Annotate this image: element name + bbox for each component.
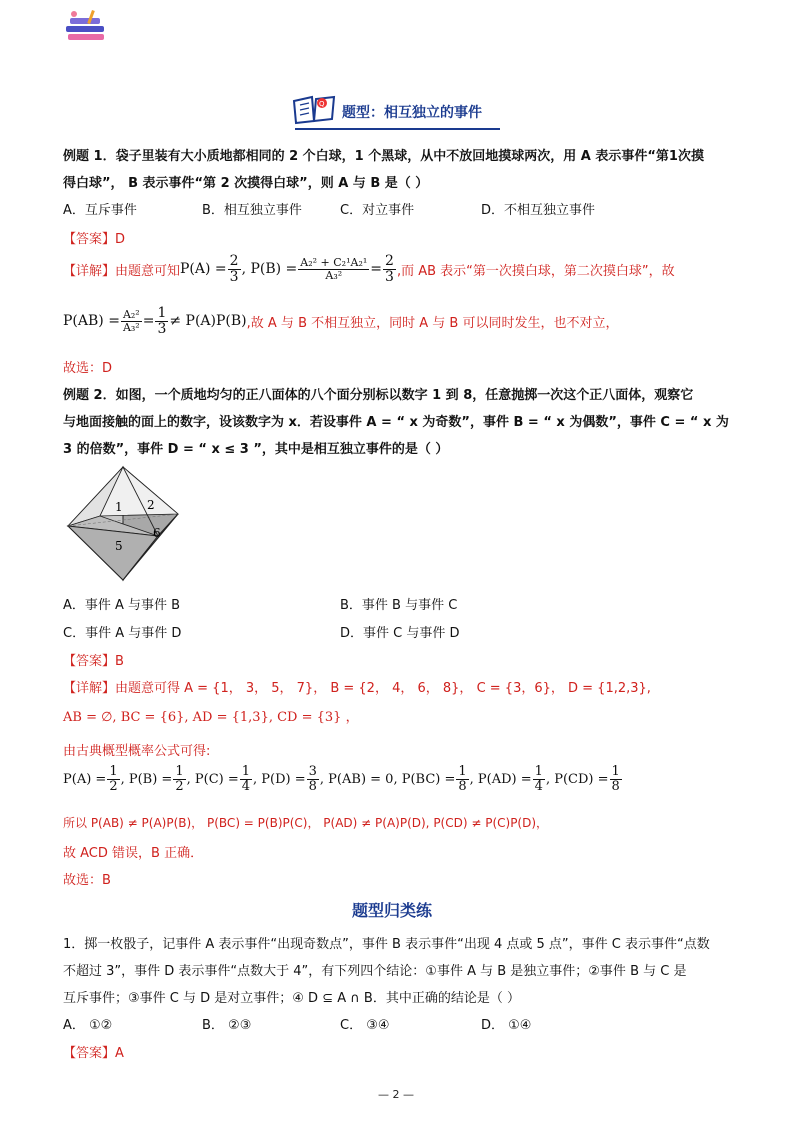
example1-answer: 【答案】D bbox=[63, 232, 126, 247]
pab-expr: P(AB) = bbox=[63, 313, 120, 330]
svg-text:Q: Q bbox=[319, 100, 325, 108]
practice-q1-line3: 互斥事件；③事件 C 与 D 是对立事件；④ D ⊆ A ∩ B．其中正确的结论是（ ） bbox=[63, 991, 520, 1006]
frac-num: 1 bbox=[534, 764, 543, 779]
frac-num: 1 bbox=[241, 764, 251, 779]
frac-num: 2 bbox=[229, 253, 239, 269]
example1-detail-line1 bbox=[63, 254, 675, 284]
frac-den: A₃² bbox=[325, 268, 343, 282]
open-book-icon bbox=[292, 93, 336, 125]
frac-den: 8 bbox=[611, 778, 620, 794]
prob-lhs: P(A) = bbox=[63, 771, 107, 787]
practice-option-c: C． ③④ bbox=[340, 1018, 390, 1033]
detail2-tail: ,故 A 与 B 不相互独立，同时 A 与 B 可以同时发生，也不对立， bbox=[246, 315, 619, 331]
eq-sign: = bbox=[370, 261, 383, 278]
practice-title: 题型归类练 bbox=[352, 901, 433, 920]
example1-option-a: A．互斥事件 bbox=[63, 203, 137, 218]
frac-num: 1 bbox=[157, 305, 167, 321]
frac-num: 1 bbox=[458, 764, 467, 779]
pb-expr: , P(B) = bbox=[241, 261, 298, 278]
frac-den: 8 bbox=[308, 778, 317, 794]
prob-lhs: , P(AB) = 0, P(BC) = bbox=[319, 771, 456, 787]
books-logo-icon bbox=[62, 6, 110, 46]
practice-answer: 【答案】A bbox=[63, 1046, 124, 1061]
example2-line2: 与地面接触的面上的数字，设该数字为 x．若设事件 A = “ x 为奇数”，事件 B = “ x 为偶数”，事件 C = “ x 为 bbox=[63, 415, 729, 430]
face-label-1: 1 bbox=[115, 500, 123, 514]
detail-tail: ,而 AB 表示“第一次摸白球，第二次摸白球”，故 bbox=[396, 263, 675, 279]
example2-detail-line2: AB = ∅, BC = {6}, AD = {1,3}, CD = {3} ， bbox=[63, 710, 359, 725]
example1-option-b: B．相互独立事件 bbox=[202, 203, 302, 218]
frac-num: 2 bbox=[385, 253, 394, 269]
example2-line3: 3 的倍数”，事件 D = “ x ≤ 3 ”，其中是相互独立事件的是（ ） bbox=[63, 442, 449, 457]
example1-line1: 例题 1．袋子里装有大小质地都相同的 2 个白球，1 个黑球，从中不放回地摸球两次，用 A 表示事件“第1次摸 bbox=[63, 149, 704, 164]
prob-lhs: , P(D) = bbox=[253, 771, 306, 787]
example2-answer: 【答案】B bbox=[63, 654, 124, 669]
frac-den: 3 bbox=[229, 268, 239, 285]
prob-lhs: , P(AD) = bbox=[469, 771, 532, 787]
frac-den: 2 bbox=[109, 778, 118, 794]
frac-den: 3 bbox=[385, 268, 394, 285]
frac-den: 3 bbox=[157, 320, 167, 337]
prob-lhs: , P(C) = bbox=[186, 771, 239, 787]
frac-num: 1 bbox=[175, 764, 184, 779]
practice-q1-line2: 不超过 3”，事件 D 表示事件“点数大于 4”，有下列四个结论：①事件 A 与 B 是独立事件；②事件 B 与 C 是 bbox=[63, 964, 687, 979]
example1-detail-line2 bbox=[63, 306, 618, 336]
detail-label: 【详解】由题意可知 bbox=[63, 263, 181, 279]
octahedron-figure bbox=[60, 464, 190, 584]
frac-num: 1 bbox=[611, 764, 620, 779]
practice-option-d: D． ①④ bbox=[481, 1018, 532, 1033]
face-label-2: 2 bbox=[147, 498, 155, 512]
page-number: — 2 — bbox=[378, 1088, 414, 1101]
ne-expr: ≠ P(A)P(B) bbox=[169, 313, 247, 330]
example2-detail-line3: 由古典概型概率公式可得: bbox=[63, 744, 211, 759]
prob-lhs: , P(CD) = bbox=[545, 771, 609, 787]
example1-option-c: C．对立事件 bbox=[340, 203, 415, 218]
frac-num: A₂² bbox=[122, 308, 140, 322]
example2-option-b: B．事件 B 与事件 C bbox=[340, 598, 458, 613]
example2-detail-line4: 所以 P(AB) ≠ P(A)P(B)， P(BC) = P(B)P(C)， P(AD) ≠ P(A)P(D), P(CD) ≠ P(C)P(D)， bbox=[63, 816, 549, 830]
frac-num: 3 bbox=[308, 764, 317, 779]
frac-den: A₃² bbox=[122, 320, 140, 334]
frac-num: 1 bbox=[109, 764, 118, 779]
eq-sign: = bbox=[142, 313, 155, 330]
practice-option-a: A． ①② bbox=[63, 1018, 113, 1033]
example2-conclusion: 故选：B bbox=[63, 873, 111, 888]
example2-option-c: C．事件 A 与事件 D bbox=[63, 626, 182, 641]
example1-conclusion: 故选：D bbox=[63, 361, 113, 376]
practice-q1-line1: 1．掷一枚骰子，记事件 A 表示事件“出现奇数点”，事件 B 表示事件“出现 4 点或 5 点”，事件 C 表示事件“点数 bbox=[63, 937, 710, 952]
section-underline bbox=[295, 128, 500, 130]
frac-num: A₂² + C₂¹A₂¹ bbox=[300, 256, 368, 270]
example2-option-d: D．事件 C 与事件 D bbox=[340, 626, 460, 641]
pa-expr: P(A) = bbox=[180, 261, 227, 278]
example1-option-d: D．不相互独立事件 bbox=[481, 203, 596, 218]
frac-den: 8 bbox=[458, 778, 467, 794]
section-title: 题型：相互独立的事件 bbox=[342, 105, 482, 121]
probability-row bbox=[63, 765, 623, 793]
face-label-5: 5 bbox=[115, 539, 123, 553]
frac-den: 2 bbox=[175, 778, 184, 794]
practice-option-b: B． ②③ bbox=[202, 1018, 252, 1033]
frac-den: 4 bbox=[534, 778, 543, 794]
face-label-6: 6 bbox=[153, 526, 161, 540]
frac-den: 4 bbox=[241, 778, 251, 794]
example2-option-a: A．事件 A 与事件 B bbox=[63, 598, 181, 613]
example2-detail-line5: 故 ACD 错误，B 正确． bbox=[63, 846, 204, 861]
example1-line2: 得白球”， B 表示事件“第 2 次摸得白球”，则 A 与 B 是（ ） bbox=[63, 176, 429, 191]
prob-lhs: , P(B) = bbox=[120, 771, 173, 787]
example2-line1: 例题 2．如图，一个质地均匀的正八面体的八个面分别标以数字 1 到 8，任意抛掷一次这个正八面体，观察它 bbox=[63, 388, 694, 403]
example2-detail-line1: 【详解】由题意可得 A = {1， 3， 5， 7}， B = {2， 4， 6， 8}， C = {3，6}， D = {1,2,3}, bbox=[63, 681, 651, 696]
